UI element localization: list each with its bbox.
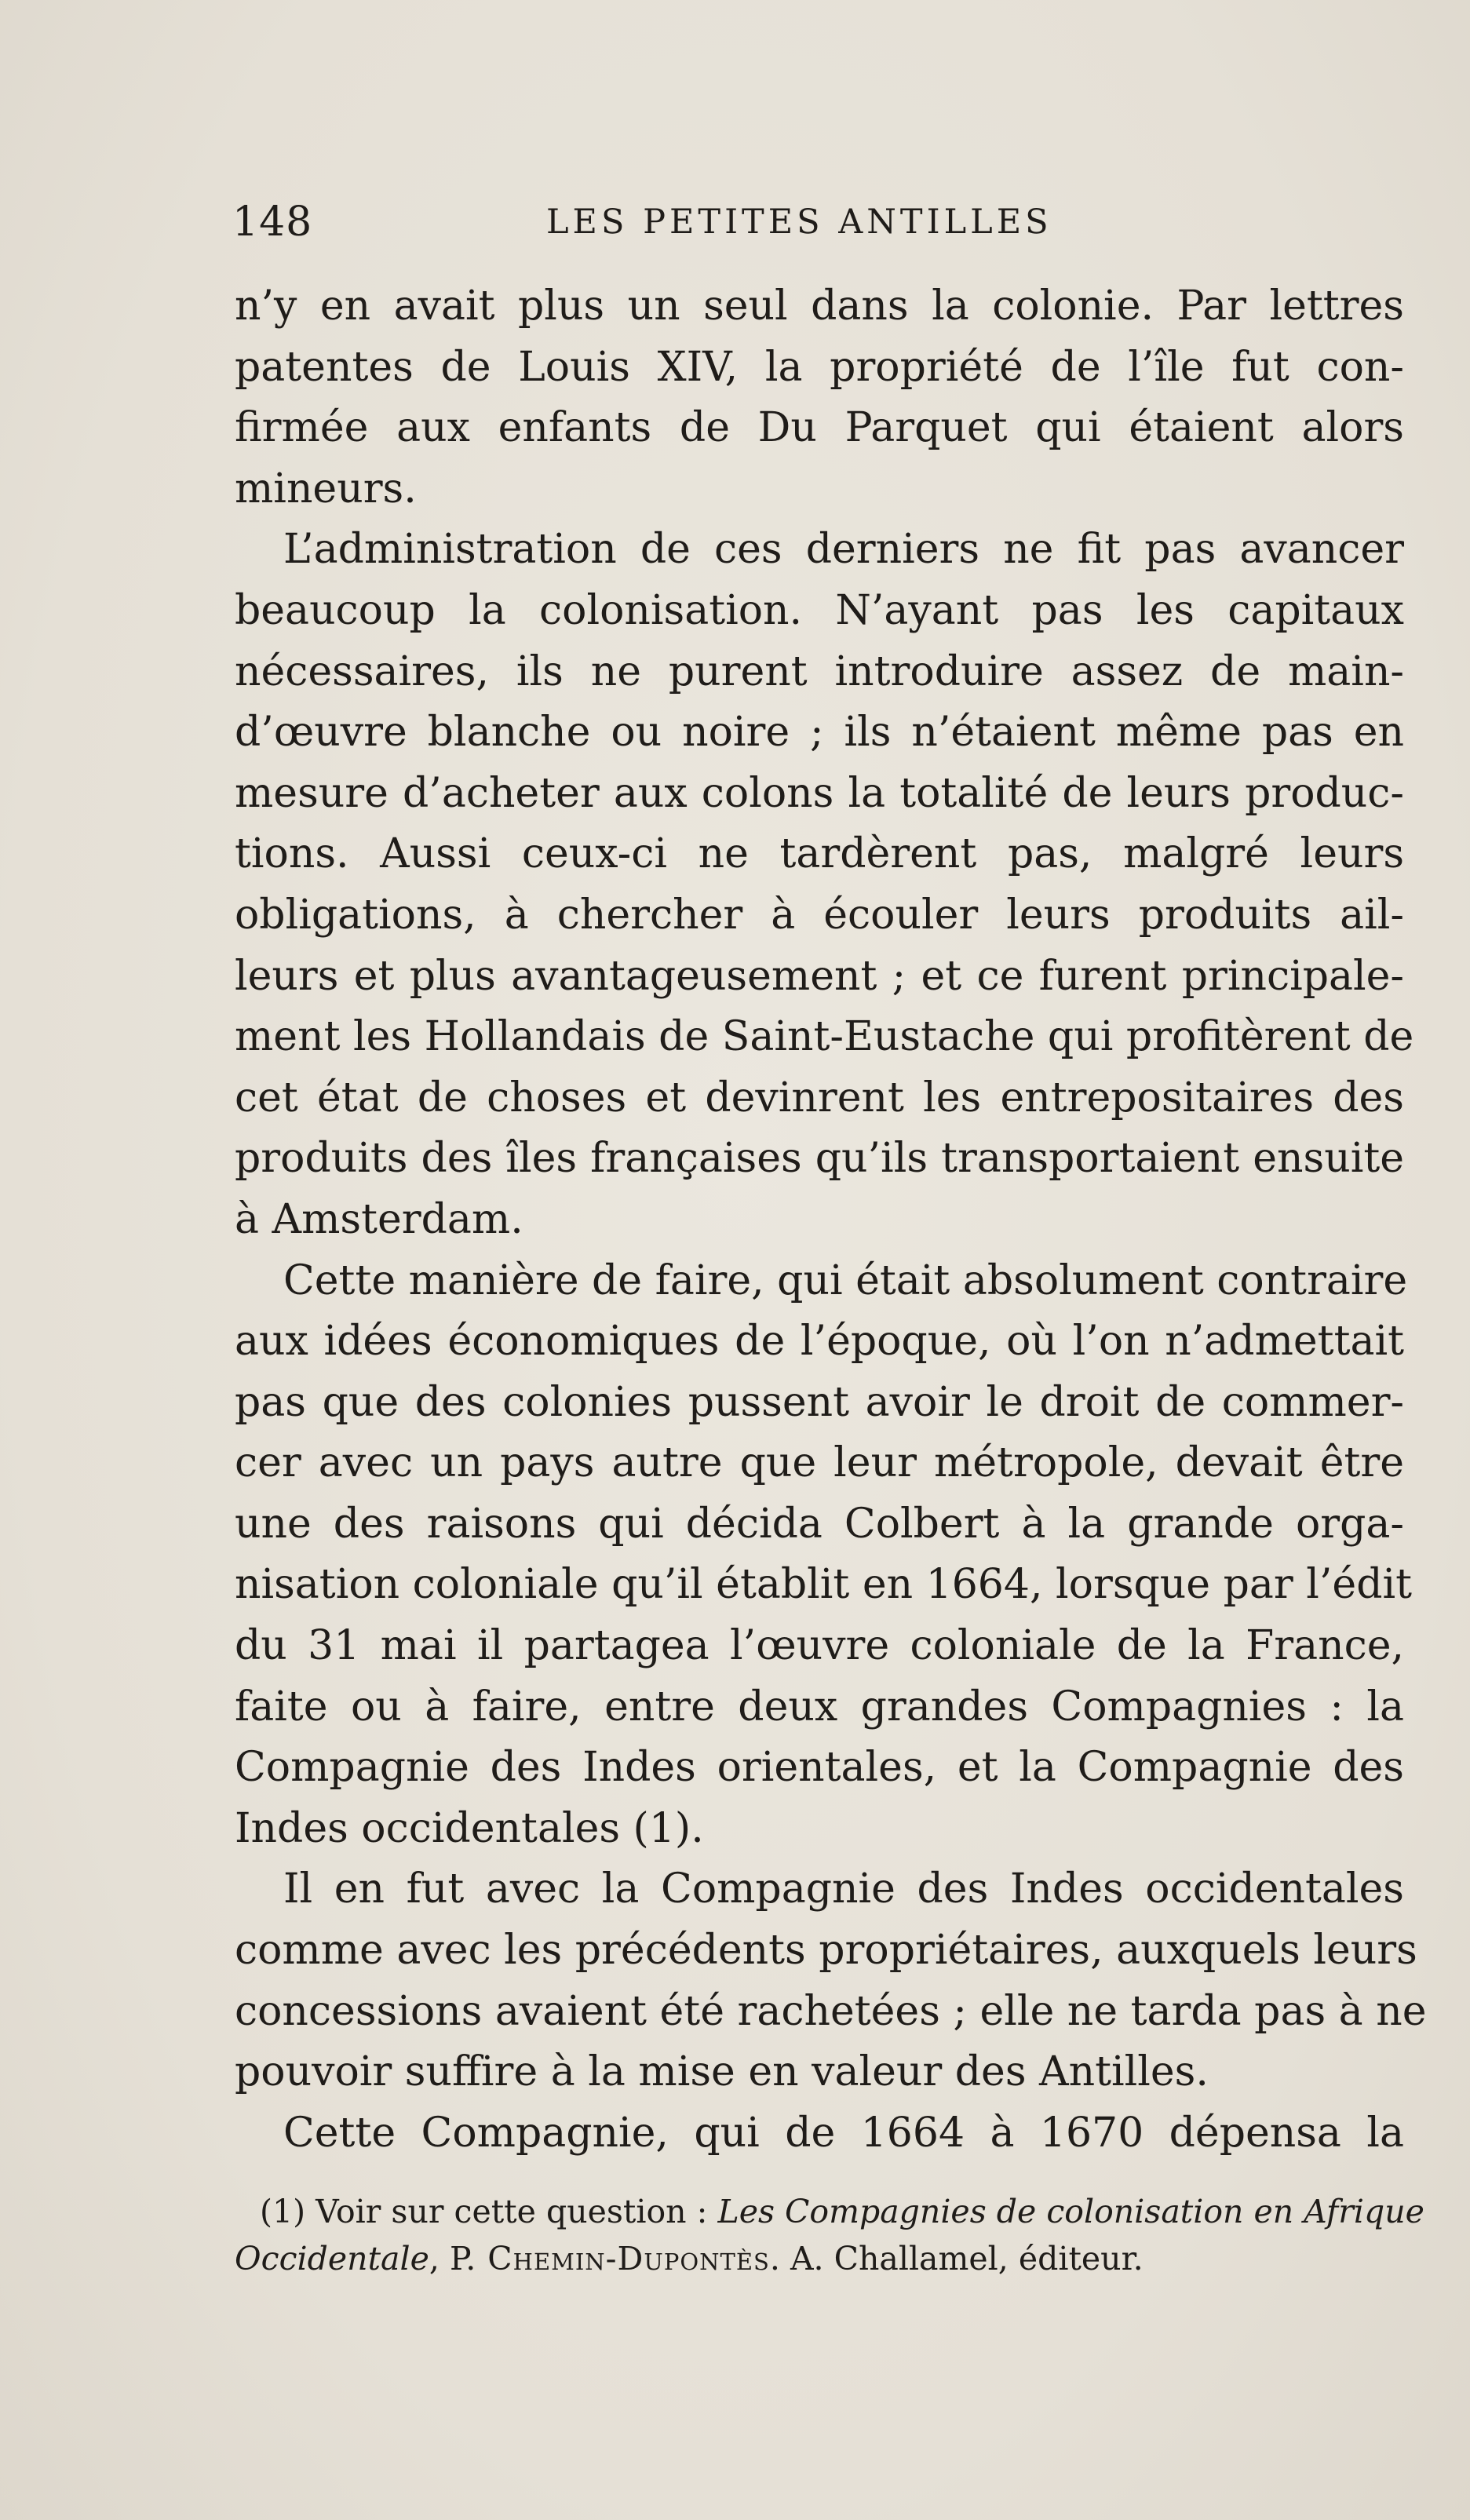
text-line: L’administration de ces derniers ne fit pas avancer (283, 526, 1404, 574)
text-line: Indes occidentales (1). (235, 1804, 704, 1852)
text-line: concessions avaient été rachetées ; elle ne tarda pas à ne (235, 1987, 1427, 2035)
text-line: Cette manière de faire, qui était absolument contraire (283, 1256, 1408, 1304)
text-line: cer avec un pays autre que leur métropole, devait être (235, 1439, 1404, 1487)
text-line: patentes de Louis XIV, la propriété de l’île fut con- (235, 343, 1404, 391)
page-number: 148 (232, 199, 313, 246)
text-line: une des raisons qui décida Colbert à la grande orga- (235, 1500, 1404, 1548)
text-line: firmée aux enfants de Du Parquet qui étaient alors (235, 404, 1404, 452)
text-line: produits des îles françaises qu’ils transportaient ensuite (235, 1135, 1404, 1183)
text-line: n’y en avait plus un seul dans la colonie. Par lettres (235, 283, 1404, 330)
text-line: Il en fut avec la Compagnie des Indes occidentales (283, 1865, 1404, 1913)
text-line: comme avec les précédents propriétaires, auxquels leurs (235, 1927, 1417, 1975)
text-line: pouvoir suffire à la mise en valeur des Antilles. (235, 2048, 1209, 2096)
text-line: d’œuvre blanche ou noire ; ils n’étaient même pas en (235, 709, 1404, 757)
text-line: nécessaires, ils ne purent introduire assez de main- (235, 647, 1404, 695)
body-text (235, 276, 1427, 2164)
footnote-line-1 (235, 2188, 1424, 2235)
text-line: leurs et plus avantageusement ; et ce furent principale- (235, 952, 1404, 1000)
text-line: faite ou à faire, entre deux grandes Compagnies : la (235, 1683, 1404, 1730)
text-line: aux idées économiques de l’époque, où l’on n’admettait (235, 1318, 1404, 1366)
text-line: obligations, à chercher à écouler leurs produits ail- (235, 891, 1404, 939)
text-line: mineurs. (235, 465, 417, 512)
footnote-marker: (1) (260, 2193, 306, 2230)
text-line: mesure d’acheter aux colons la totalité de leurs produc- (235, 769, 1404, 817)
page-header (232, 195, 1402, 250)
text-line: Cette Compagnie, qui de 1664 à 1670 dépensa la (283, 2109, 1404, 2157)
text-line: Compagnie des Indes orientales, et la Compagnie des (235, 1744, 1404, 1792)
text-line: nisation coloniale qu’il établit en 1664, lorsque par l’édit (235, 1561, 1413, 1609)
text-line: beaucoup la colonisation. N’ayant pas les capitaux (235, 586, 1404, 634)
text-line: du 31 mai il partagea l’œuvre coloniale de la France, (235, 1622, 1404, 1670)
footnote-title-part1: Les Compagnies de colonisation en Afrique (717, 2193, 1424, 2230)
footnote-intro: Voir sur cette question : (316, 2193, 708, 2230)
text-line: à Amsterdam. (235, 1195, 523, 1243)
footnote-publisher: A. Challamel, éditeur. (790, 2240, 1144, 2277)
footnote (235, 2188, 1424, 2282)
footnote-line-2: Occidentale, P. Chemin-Dupontès. A. Challamel, éditeur. (235, 2240, 1144, 2277)
footnote-author: P. Chemin-Dupontès (449, 2240, 770, 2277)
footnote-title-part2: Occidentale (235, 2240, 429, 2277)
running-title: LES PETITES ANTILLES (546, 202, 1052, 242)
text-line: tions. Aussi ceux-ci ne tardèrent pas, malgré leurs (235, 830, 1404, 878)
text-line: cet état de choses et devinrent les entrepositaires des (235, 1074, 1404, 1121)
text-line: pas que des colonies pussent avoir le droit de commer- (235, 1378, 1404, 1426)
text-line: ment les Hollandais de Saint-Eustache qui profitèrent de (235, 1013, 1414, 1061)
